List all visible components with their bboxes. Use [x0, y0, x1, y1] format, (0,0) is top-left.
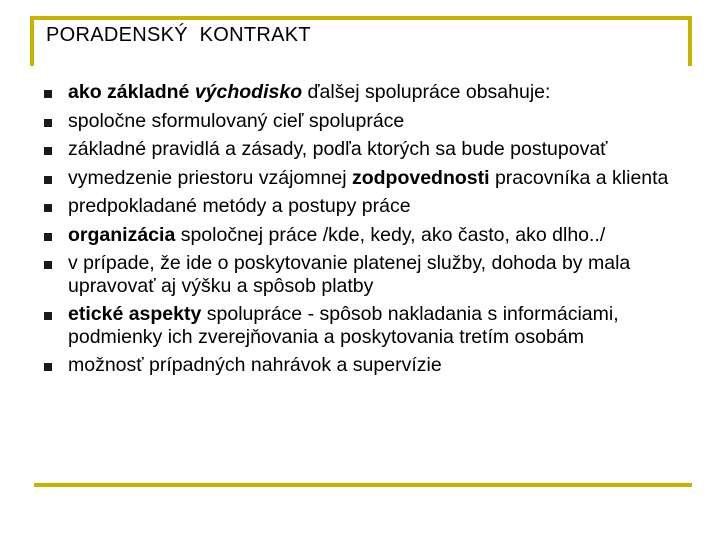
frame-bottom-rule: [34, 483, 692, 487]
square-bullet-icon: [44, 119, 52, 127]
bullet-text-segment: etické aspekty: [68, 303, 202, 325]
frame-right-rule: [688, 16, 692, 66]
square-bullet-icon: [44, 312, 52, 320]
square-bullet-icon: [44, 363, 52, 371]
bullet-text-segment: spolupráce - spôsob nakladania s informáciami, podmienky ich zverejňovania a poskytovania tretím osobám: [68, 303, 619, 348]
square-bullet-icon: [44, 90, 52, 98]
bullet-item: [42, 138, 682, 161]
bullet-item: [42, 354, 682, 377]
bullet-text-segment: spoločne sformulovaný cieľ spolupráce: [68, 109, 405, 132]
bullet-list: [42, 81, 682, 377]
bullet-text-segment: pracovníka a klienta: [489, 166, 669, 189]
bullet-text-segment: spoločnej práce /kde, kedy, ako často, ako dlho../: [175, 223, 606, 246]
bullet-item: [42, 224, 682, 247]
bullet-text-segment: východisko: [194, 81, 303, 103]
bullet-text-segment: ako základné: [68, 81, 195, 103]
bullet-item: [42, 110, 682, 133]
square-bullet-icon: [44, 261, 52, 269]
bullet-text-segment: organizácia: [68, 223, 176, 246]
bullet-text-segment: v prípade, že ide o poskytovanie platenej služby, dohoda by mala upravovať aj výšku a spôsob platby: [68, 252, 631, 297]
square-bullet-icon: [44, 176, 52, 184]
bullet-text-segment: zodpovednosti: [351, 166, 490, 189]
bullet-item: [42, 81, 682, 104]
bullet-text-segment: možnosť prípadných nahrávok a supervízie: [68, 354, 442, 376]
frame-top-rule: [30, 16, 692, 20]
frame-left-rule: [30, 16, 34, 66]
bullet-text-segment: vymedzenie priestoru vzájomnej: [68, 166, 352, 189]
bullet-item: [42, 252, 682, 297]
square-bullet-icon: [44, 233, 52, 241]
bullet-item: [42, 195, 682, 218]
square-bullet-icon: [44, 204, 52, 212]
bullet-text-segment: predpokladané metódy a postupy práce: [68, 195, 411, 217]
bullet-item: [42, 303, 682, 348]
bullet-text-segment: ďalšej spolupráce obsahuje:: [302, 81, 551, 103]
bullet-item: [42, 167, 682, 190]
square-bullet-icon: [44, 147, 52, 155]
bullet-text-segment: základné pravidlá a zásady, podľa ktorých sa bude postupovať: [68, 138, 608, 160]
slide-title: PORADENSKÝ KONTRAKT: [46, 24, 311, 46]
